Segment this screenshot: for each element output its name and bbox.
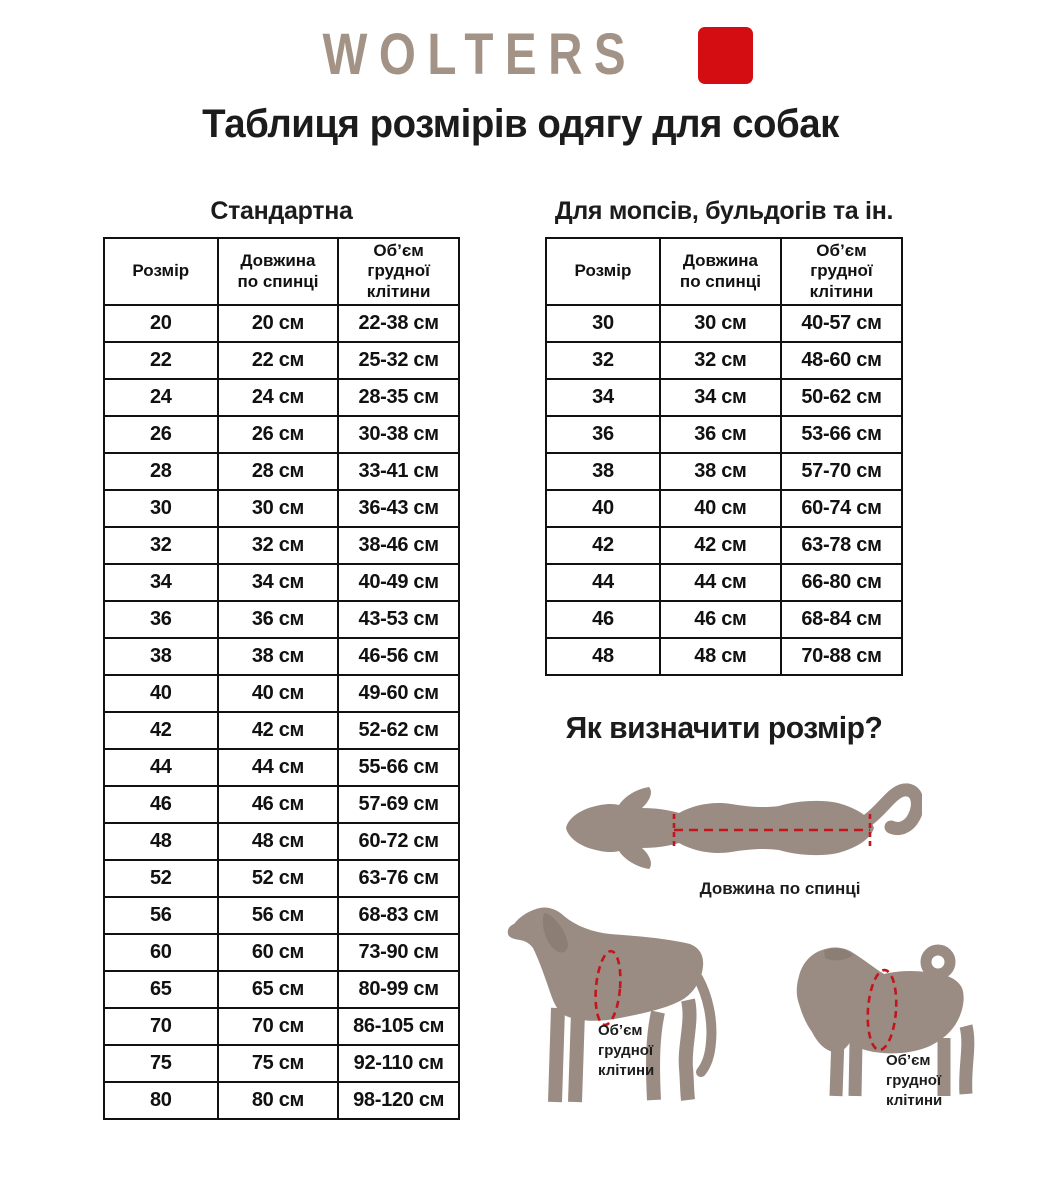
column-header: Розмір — [104, 238, 218, 305]
table-cell: 66-80 см — [781, 564, 902, 601]
table-cell: 56 см — [218, 897, 339, 934]
table-cell: 49-60 см — [338, 675, 459, 712]
table-cell: 26 см — [218, 416, 339, 453]
dog-tail — [698, 978, 711, 1072]
table-cell: 92-110 см — [338, 1045, 459, 1082]
wolters-logo-red-square — [698, 27, 753, 84]
table-cell: 46 — [546, 601, 660, 638]
table-cell: 46-56 см — [338, 638, 459, 675]
table-cell: 38-46 см — [338, 527, 459, 564]
table-row — [104, 749, 459, 786]
table-cell: 30 — [546, 305, 660, 342]
table-cell: 30 см — [660, 305, 781, 342]
table-row — [546, 342, 902, 379]
table-cell: 32 — [104, 527, 218, 564]
table-cell: 32 — [546, 342, 660, 379]
table-row — [104, 379, 459, 416]
table-cell: 52-62 см — [338, 712, 459, 749]
table-cell: 34 см — [218, 564, 339, 601]
table-cell: 60-74 см — [781, 490, 902, 527]
table-cell: 36-43 см — [338, 490, 459, 527]
table-cell: 46 см — [660, 601, 781, 638]
table-row — [104, 897, 459, 934]
back-length-label: Довжина по спинці — [699, 879, 861, 898]
chest-volume-label: Об’єм грудної клітини — [598, 1022, 655, 1079]
table-row — [546, 416, 902, 453]
table-cell: 32 см — [660, 342, 781, 379]
table-row — [546, 638, 902, 675]
dog-top-view-body — [566, 787, 874, 869]
table-cell: 38 см — [218, 638, 339, 675]
table-cell: 40-57 см — [781, 305, 902, 342]
table-cell: 48 см — [218, 823, 339, 860]
table-cell: 68-84 см — [781, 601, 902, 638]
table-cell: 65 — [104, 971, 218, 1008]
column-header: Розмір — [546, 238, 660, 305]
column-header: Довжина по спинці — [660, 238, 781, 305]
pug-front-leg — [855, 1042, 856, 1096]
wolters-logo-text: WOLTERS — [322, 22, 638, 87]
dog-body — [508, 907, 703, 1020]
column-header: Об’єм грудної клітини — [781, 238, 902, 305]
table-cell: 44 см — [660, 564, 781, 601]
table-cell: 44 см — [218, 749, 339, 786]
table-cell: 60-72 см — [338, 823, 459, 860]
table-cell: 34 — [104, 564, 218, 601]
table-cell: 48 — [546, 638, 660, 675]
table-cell: 57-70 см — [781, 453, 902, 490]
pug-body — [797, 948, 964, 1054]
table-cell: 68-83 см — [338, 897, 459, 934]
table-cell: 53-66 см — [781, 416, 902, 453]
table-header-row — [104, 238, 459, 305]
table-row — [546, 564, 902, 601]
table-cell: 42 — [104, 712, 218, 749]
table-row — [104, 564, 459, 601]
table-cell: 38 — [546, 453, 660, 490]
table-cell: 36 см — [660, 416, 781, 453]
table-row — [104, 305, 459, 342]
table-cell: 38 — [104, 638, 218, 675]
table-cell: 80 — [104, 1082, 218, 1119]
dog-front-leg — [575, 1012, 578, 1102]
table-cell: 52 — [104, 860, 218, 897]
table-row — [104, 675, 459, 712]
table-cell: 28 см — [218, 453, 339, 490]
table-cell: 46 см — [218, 786, 339, 823]
table-cell: 42 — [546, 527, 660, 564]
table-row — [104, 601, 459, 638]
table-cell: 34 см — [660, 379, 781, 416]
dog-front-leg — [555, 1008, 558, 1102]
table-cell: 55-66 см — [338, 749, 459, 786]
table-cell: 25-32 см — [338, 342, 459, 379]
table-cell: 32 см — [218, 527, 339, 564]
standard-size-table — [103, 237, 460, 1120]
table-cell: 40 см — [218, 675, 339, 712]
table-cell: 50-62 см — [781, 379, 902, 416]
table-row — [104, 527, 459, 564]
table-cell: 28 — [104, 453, 218, 490]
table-cell: 40-49 см — [338, 564, 459, 601]
table-cell: 70 см — [218, 1008, 339, 1045]
table-cell: 75 см — [218, 1045, 339, 1082]
table-cell: 80-99 см — [338, 971, 459, 1008]
pugs-size-table — [545, 237, 903, 676]
table-cell: 40 — [546, 490, 660, 527]
table-cell: 24 см — [218, 379, 339, 416]
table-cell: 42 см — [660, 527, 781, 564]
table-cell: 48 — [104, 823, 218, 860]
table-cell: 36 см — [218, 601, 339, 638]
table-cell: 22-38 см — [338, 305, 459, 342]
table-row — [104, 971, 459, 1008]
table-row — [104, 860, 459, 897]
table-cell: 36 — [546, 416, 660, 453]
how-to-heading: Як визначити розмір? — [565, 710, 883, 745]
table-cell: 36 — [104, 601, 218, 638]
table-row — [546, 490, 902, 527]
table-cell: 57-69 см — [338, 786, 459, 823]
page-title: Таблиця розмірів одягу для собак — [202, 102, 839, 146]
dog-top-view-tail — [868, 790, 917, 829]
table-row — [546, 453, 902, 490]
table-cell: 70 — [104, 1008, 218, 1045]
table-cell: 60 — [104, 934, 218, 971]
table-cell: 86-105 см — [338, 1008, 459, 1045]
table-header-row — [546, 238, 902, 305]
table-cell: 43-53 см — [338, 601, 459, 638]
table-cell: 56 — [104, 897, 218, 934]
table-row — [104, 934, 459, 971]
table-cell: 63-76 см — [338, 860, 459, 897]
table-row — [546, 601, 902, 638]
table-cell: 48 см — [660, 638, 781, 675]
table-row — [546, 527, 902, 564]
wolters-logo — [0, 22, 1041, 87]
table-row — [104, 1082, 459, 1119]
table-row — [104, 638, 459, 675]
chest-volume-label: Об’єм грудної клітини — [886, 1052, 943, 1109]
table-cell: 48-60 см — [781, 342, 902, 379]
table-cell: 22 см — [218, 342, 339, 379]
table-row — [104, 342, 459, 379]
table-cell: 42 см — [218, 712, 339, 749]
table-cell: 52 см — [218, 860, 339, 897]
table-cell: 44 — [546, 564, 660, 601]
standard-table-label: Стандартна — [210, 197, 353, 225]
table-row — [104, 712, 459, 749]
table-cell: 20 — [104, 305, 218, 342]
pug-curly-tail — [926, 950, 950, 974]
table-cell: 30-38 см — [338, 416, 459, 453]
table-cell: 20 см — [218, 305, 339, 342]
column-header: Довжина по спинці — [218, 238, 339, 305]
table-row — [104, 490, 459, 527]
table-row — [104, 823, 459, 860]
table-cell: 44 — [104, 749, 218, 786]
table-row — [104, 1008, 459, 1045]
table-cell: 40 — [104, 675, 218, 712]
table-cell: 22 — [104, 342, 218, 379]
table-cell: 46 — [104, 786, 218, 823]
table-cell: 60 см — [218, 934, 339, 971]
table-cell: 70-88 см — [781, 638, 902, 675]
dog-top-view-illustration — [562, 772, 922, 884]
table-row — [104, 1045, 459, 1082]
table-cell: 63-78 см — [781, 527, 902, 564]
table-row — [546, 379, 902, 416]
pugs-table-label: Для мопсів, бульдогів та ін. — [554, 197, 894, 225]
table-cell: 28-35 см — [338, 379, 459, 416]
table-cell: 75 — [104, 1045, 218, 1082]
table-cell: 33-41 см — [338, 453, 459, 490]
table-row — [546, 305, 902, 342]
table-cell: 38 см — [660, 453, 781, 490]
table-cell: 73-90 см — [338, 934, 459, 971]
pugs-size-table-wrap — [545, 237, 903, 676]
table-cell: 30 см — [218, 490, 339, 527]
column-header: Об’єм грудної клітини — [338, 238, 459, 305]
table-cell: 30 — [104, 490, 218, 527]
table-cell: 65 см — [218, 971, 339, 1008]
table-cell: 80 см — [218, 1082, 339, 1119]
table-cell: 98-120 см — [338, 1082, 459, 1119]
table-row — [104, 453, 459, 490]
table-row — [104, 416, 459, 453]
standard-size-table-wrap — [103, 237, 460, 1120]
table-cell: 26 — [104, 416, 218, 453]
table-cell: 40 см — [660, 490, 781, 527]
table-cell: 24 — [104, 379, 218, 416]
table-cell: 34 — [546, 379, 660, 416]
table-row — [104, 786, 459, 823]
